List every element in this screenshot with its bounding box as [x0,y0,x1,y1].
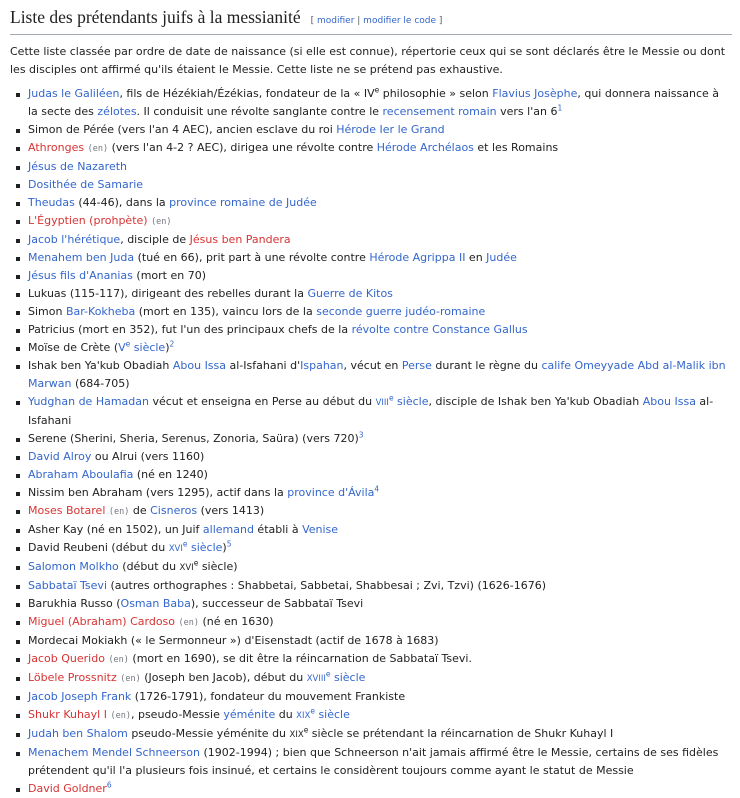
list-item: Abraham Aboulafia (né en 1240) [28,466,732,484]
link[interactable]: Abraham Aboulafia [28,468,134,481]
list-item: Simon Bar-Kokheba (mort en 135), vaincu lors de la seconde guerre judéo-romaine [28,303,732,321]
list-item: David Alroy ou Alrui (vers 1160) [28,448,732,466]
intro-paragraph: Cette liste classée par ordre de date de naissance (si elle est connue), répertorie ceux qui se sont déclarés être le Messie ou dont les disciples ont affirmé qu'ils étaient le Messie. Cette liste ne se prétend pas exhaustive. [10,45,726,76]
reference-link[interactable]: 2 [169,339,175,349]
link[interactable]: XIXe siècle [296,706,350,721]
link[interactable]: Guerre de Kitos [307,287,393,300]
link[interactable]: calife Omeyyade Abd al-Malik ibn Marwan [28,359,726,390]
list-item: Lukuas (115-117), dirigeant des rebelles durant la Guerre de Kitos [28,285,732,303]
link[interactable]: seconde guerre judéo-romaine [316,305,486,318]
link[interactable]: VIIIe siècle [375,393,429,408]
link[interactable]: Menahem ben Juda [28,251,135,264]
red-link[interactable]: Shukr Kuhayl I [28,708,107,721]
list-item [28,780,732,798]
list-item: Moses Botarel (en) de Cisneros (vers 1413) [28,502,732,521]
list-item [28,176,732,194]
list-item: Mordecai Mokiakh (« le Sermonneur ») d'Eisenstadt (actif de 1678 à 1683) [28,632,732,650]
link[interactable]: Venise [302,523,339,536]
modifier-link[interactable]: modifier [317,16,355,26]
list-item: Miguel (Abraham) Cardoso (en) (né en 1630) [28,613,732,632]
reference-link[interactable]: 3 [358,430,364,440]
link[interactable]: yéménite [223,708,276,721]
list-item: Löbele Prossnitz (en) (Joseph ben Jacob), début du XVIIIe siècle [28,669,732,688]
section-heading [10,6,732,35]
link[interactable]: Bar-Kokheba [65,305,136,318]
list-item [28,212,732,231]
link[interactable]: Judas le Galiléen [28,87,120,100]
link[interactable]: zélotes [97,105,137,118]
list-item [28,158,732,176]
link[interactable]: Theudas [28,196,75,209]
link[interactable]: XVIe siècle [168,539,223,554]
link[interactable]: Sabbataï Tsevi [28,579,107,592]
link[interactable]: province d'Ávila [287,486,375,499]
link[interactable]: révolte contre Constance Gallus [351,323,528,336]
link[interactable]: Ve siècle [118,339,166,354]
list-item: Menachem Mendel Schneerson (1902-1994) ; bien que Schneerson n'ait jamais affirmé être le Messie, certains de ses fidèles prétendent qu'il l'a plusieurs fois insinué, et certains le considèrent toujours comme ayant le statut de Messie [28,744,732,780]
lang-link[interactable]: (en) [108,507,130,517]
red-link[interactable]: David Goldner [28,782,107,795]
page-title: Liste des prétendants juifs à la messianité [10,7,301,27]
list-item: Barukhia Russo (Osman Baba), successeur de Sabbataï Tsevi [28,595,732,613]
list-item: Athronges (en) (vers l'an 4-2 ? AEC), dirigea une révolte contre Hérode Archélaos et les Romains [28,139,732,158]
link[interactable]: Perse [401,359,432,372]
red-link[interactable]: Moses Botarel [28,504,106,517]
claimants-list [10,85,732,798]
link[interactable]: recensement romain [382,105,497,118]
list-item: Menahem ben Juda (tué en 66), prit part à une révolte contre Hérode Agrippa II en Judée [28,249,732,267]
link[interactable]: Cisneros [150,504,198,517]
red-link[interactable]: Athronges [28,141,85,154]
lang-link[interactable]: (en) [87,144,109,154]
link[interactable]: Dosithée de Samarie [28,178,144,191]
link[interactable]: Osman Baba [120,597,191,610]
link[interactable]: Ispahan [300,359,344,372]
link[interactable]: Abou Issa [172,359,227,372]
link[interactable]: Hérode Agrippa II [369,251,466,264]
list-item: Judah ben Shalom pseudo-Messie yéménite du XIXe siècle se prétendant la réincarnation de Shukr Kuhayl I [28,725,732,744]
red-link[interactable]: L'Égyptien (prohpète) [28,214,148,227]
link[interactable]: Flavius Josèphe [492,87,578,100]
red-link[interactable]: Jacob Querido [28,652,105,665]
link[interactable]: Judah ben Shalom [28,727,128,740]
edit-section-links: [ modifier | modifier le code ] [310,16,443,26]
list-item: Judas le Galiléen, fils de Hézékiah/Ézékias, fondateur de la « IVe philosophie » selon Flavius Josèphe, qui donnera naissance à la secte des zélotes. Il conduisit une révolte sanglante contre le recensement romain vers l'an $6^1$ [28,85,732,121]
list-item: Jacob l'hérétique, disciple de Jésus ben Pandera [28,231,732,249]
red-link[interactable]: Löbele Prossnitz [28,671,117,684]
reference-link[interactable]: 5 [226,539,232,549]
list-item: Jacob Joseph Frank (1726-1791), fondateur du mouvement Frankiste [28,688,732,706]
link[interactable]: Hérode Archélaos [376,141,474,154]
list-item: David Reubeni (début du XVIe siècle)$^5$ [28,539,732,558]
link[interactable]: Jacob l'hérétique [28,233,121,246]
link[interactable]: Abou Issa [642,395,696,408]
list-item: Nissim ben Abraham (vers 1295), actif dans la province d'Ávila$^4$ [28,484,732,502]
link[interactable]: Jésus de Nazareth [28,160,128,173]
list-item: Simon de Pérée (vers l'an 4 AEC), ancien esclave du roi Hérode Ier le Grand [28,121,732,139]
red-link[interactable]: Jésus ben Pandera [189,233,291,246]
lang-link[interactable]: (en) [110,711,131,721]
list-item: Patricius (mort en 352), fut l'un des principaux chefs de la révolte contre Constance Gallus [28,321,732,339]
link[interactable]: Jésus fils d'Ananias [28,269,133,282]
reference-link[interactable]: 1 [557,103,563,113]
list-item: Jésus fils d'Ananias (mort en 70) [28,267,732,285]
modifier-code-link[interactable]: modifier le code [363,16,437,26]
link[interactable]: Hérode Ier le Grand [336,123,445,136]
link[interactable]: Jacob Joseph Frank [28,690,132,703]
link[interactable]: Judée [486,251,517,264]
lang-link[interactable]: (en) [178,618,200,628]
list-item: Yudghan de Hamadan vécut et enseigna en Perse au début du VIIIe siècle, disciple de Ishak ben Ya'kub Obadiah Abou Issa al-Isfahani [28,393,732,430]
lang-link[interactable]: (en) [108,655,129,665]
lang-link[interactable]: (en) [151,217,172,227]
list-item: Jacob Querido (en) (mort en 1690), se dit être la réincarnation de Sabbataï Tsevi. [28,650,732,669]
list-item: Salomon Molkho (début du XVIe siècle) [28,558,732,577]
reference-link[interactable]: 4 [374,484,380,494]
link[interactable]: allemand [202,523,254,536]
red-link[interactable]: Miguel (Abraham) Cardoso [28,615,176,628]
list-item: Shukr Kuhayl I (en), pseudo-Messie yéménite du XIXe siècle [28,706,732,725]
list-item: Theudas (44-46), dans la province romaine de Judée [28,194,732,212]
link[interactable]: XVIIIe siècle [306,669,366,684]
list-item: Ishak ben Ya'kub Obadiah Abou Issa al-Isfahani d'Ispahan, vécut en Perse durant le règne du calife Omeyyade Abd al-Malik ibn Marwan (684-705) [28,357,732,393]
link[interactable]: Menachem Mendel Schneerson [28,746,200,759]
link[interactable]: Salomon Molkho [28,560,119,573]
link[interactable]: Yudghan de Hamadan [28,395,149,408]
link[interactable]: David Alroy [28,450,92,463]
reference-link[interactable]: 6 [106,780,112,790]
list-item: Asher Kay (né en 1502), un Juif allemand établi à Venise [28,521,732,539]
lang-link[interactable]: (en) [120,674,141,684]
link[interactable]: province romaine de Judée [169,196,317,209]
list-item: Serene (Sherini, Sheria, Serenus, Zonoria, Saüra) (vers 720)$^3$ [28,430,732,448]
list-item: Moïse de Crète (Ve siècle)$^2$ [28,339,732,357]
list-item: Sabbataï Tsevi (autres orthographes : Shabbetai, Sabbetai, Shabbesai ; Zvi, Tzvi) (1626-1676) [28,577,732,595]
